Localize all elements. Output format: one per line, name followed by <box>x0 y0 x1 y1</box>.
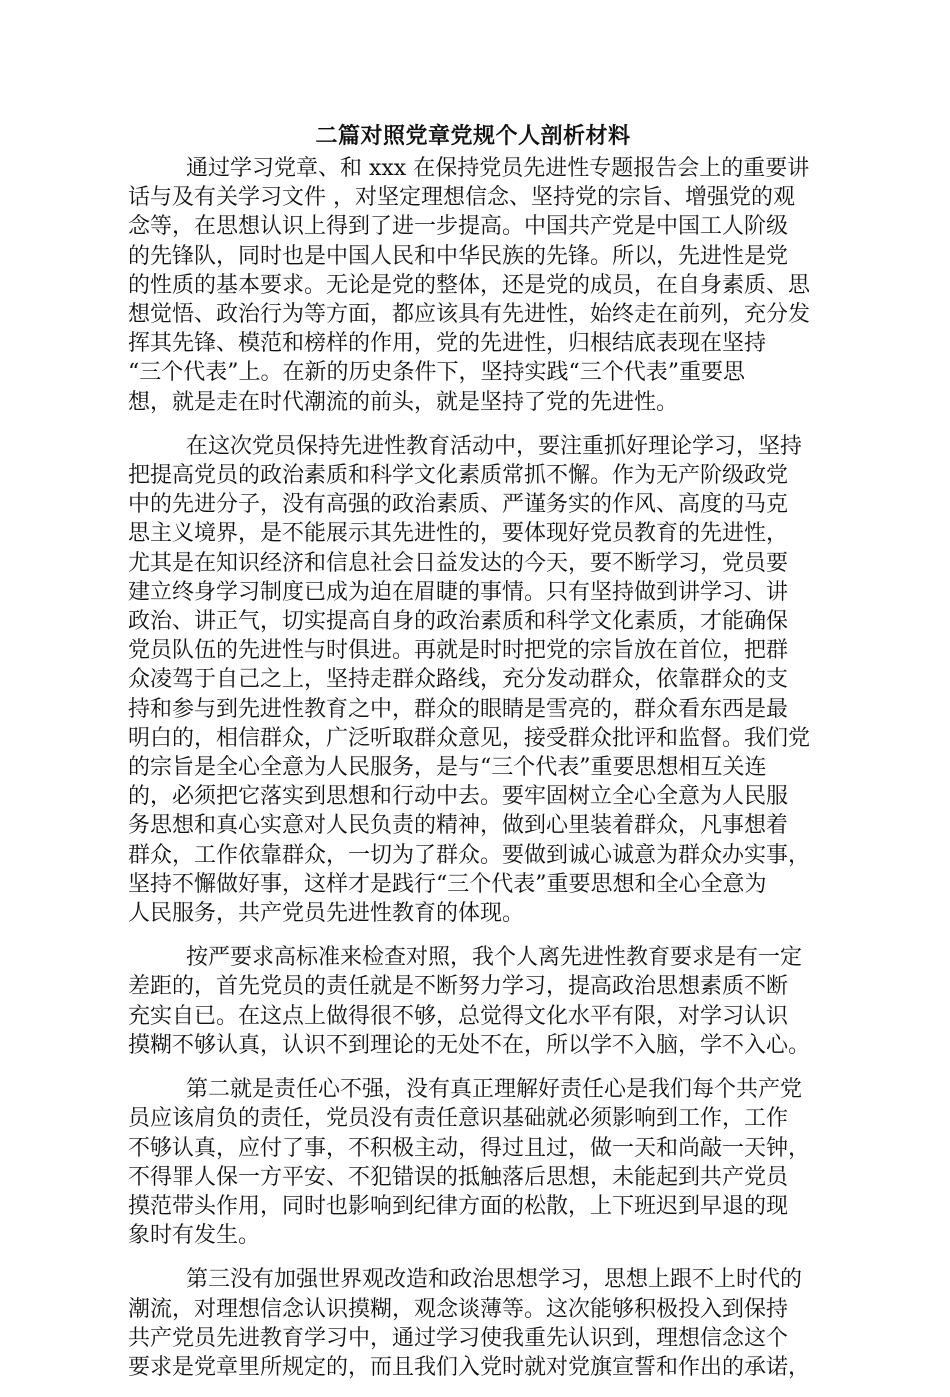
text-line: 话与及有关学习文件 ，对坚定理想信念、坚持党的宗旨、增强党的观 <box>128 185 795 211</box>
text-line: 政治、讲正气，切实提高自身的政治素质和科学文化素质，才能确保 <box>128 609 789 635</box>
text-line: 挥其先锋、模范和榜样的作用，党的先进性，归根结底表现在坚持 <box>128 331 767 357</box>
paragraph-1 <box>128 154 818 417</box>
document-body <box>128 154 818 1382</box>
text-line: 通过学习党章、和 xxx 在保持党员先进性专题报告会上的重要讲 <box>186 156 810 181</box>
text-line: 持和参与到先进性教育之中，群众的眼睛是雪亮的，群众看东西是最 <box>128 696 789 722</box>
paragraph-2 <box>128 432 818 928</box>
text-line: 员应该肩负的责任，党员没有责任意识基础就必须影响到工作，工作 <box>128 1106 789 1132</box>
text-line: 充实自已。在这点上做得很不够，总觉得文化水平有限，对学习认识 <box>128 1003 789 1029</box>
text-line: 尤其是在知识经济和信息社会日益发达的今天，要不断学习，党员要 <box>128 550 789 576</box>
text-line: 象时有发生。 <box>128 1223 261 1249</box>
text-line: 人民服务，共产党员先进性教育的体现。 <box>128 901 525 927</box>
text-line: 要求是党章里所规定的，而且我们入党时就对党旗宣誓和作出的承诺， <box>128 1354 811 1380</box>
text-line: 建立终身学习制度已成为迫在眉睫的事情。只有坚持做到讲学习、讲 <box>128 579 789 605</box>
text-line: 共产党员先进教育学习中，通过学习使我重先认识到，理想信念这个 <box>128 1325 789 1351</box>
text-line: 的先锋队，同时也是中国人民和中华民族的先锋。所以，先进性是党 <box>128 243 789 269</box>
text-line: 坚持不懈做好事，这样才是践行“三个代表”重要思想和全心全意为 <box>128 871 767 897</box>
text-line: 按严要求高标准来检查对照，我个人离先进性教育要求是有一定 <box>186 945 803 971</box>
text-line: 的性质的基本要求。无论是党的整体，还是党的成员，在自身素质、思 <box>128 272 811 298</box>
text-line: 在这次党员保持先进性教育活动中，要注重抓好理论学习，坚持 <box>186 433 803 459</box>
text-line: 不得罪人保一方平安、不犯错误的抵触落后思想，未能起到共产党员 <box>128 1164 789 1190</box>
text-line: 的宗旨是全心全意为人民服务，是与“三个代表”重要思想相互关连 <box>128 755 767 781</box>
text-line: 群众，工作依靠群众，一切为了群众。要做到诚心诚意为群众办实事， <box>128 842 811 868</box>
text-line: “三个代表”上。在新的历史条件下，坚持实践“三个代表”重要思 <box>128 360 745 386</box>
paragraph-3 <box>128 943 818 1060</box>
text-line: 中的先进分子，没有高强的政治素质、严谨务实的作风、高度的马克 <box>128 492 789 518</box>
text-line: 摸糊不够认真，认识不到理论的无处不在，所以学不入脑，学不入心。 <box>128 1032 811 1058</box>
text-line: 想，就是走在时代潮流的前头，就是坚持了党的先进性。 <box>128 389 679 415</box>
text-line: 把提高党员的政治素质和科学文化素质常抓不懈。作为无产阶级政党 <box>128 463 789 489</box>
text-line: 念等，在思想认识上得到了进一步提高。中国共产党是中国工人阶级 <box>128 214 789 240</box>
text-line: 第二就是责任心不强，没有真正理解好责任心是我们每个共产党 <box>186 1077 803 1103</box>
text-line: 差距的，首先党员的责任就是不断努力学习，提高政治思想素质不断 <box>128 974 789 1000</box>
text-line: 党员队伍的先进性与时俱进。再就是时时把党的宗旨放在首位，把群 <box>128 638 789 664</box>
document-page <box>128 118 818 1397</box>
paragraph-4 <box>128 1075 818 1250</box>
text-line: 众凌驾于自己之上，坚持走群众路线，充分发动群众，依靠群众的支 <box>128 667 789 693</box>
text-line: 摸范带头作用，同时也影响到纪律方面的松散，上下班迟到早退的现 <box>128 1193 789 1219</box>
paragraph-5 <box>128 1265 818 1382</box>
text-line: 第三没有加强世界观改造和政治思想学习，思想上跟不上时代的 <box>186 1267 803 1293</box>
text-line: 务思想和真心实意对人民负责的精神，做到心里装着群众，凡事想着 <box>128 813 789 839</box>
text-line: 不够认真，应付了事，不积极主动，得过且过，做一天和尚敲一天钟， <box>128 1135 811 1161</box>
text-line: 的，必须把它落实到思想和行动中去。要牢固树立全心全意为人民服 <box>128 784 789 810</box>
text-line: 想觉悟、政治行为等方面，都应该具有先进性，始终走在前列，充分发 <box>128 302 811 328</box>
text-line: 潮流，对理想信念认识摸糊，观念谈薄等。这次能够积极投入到保持 <box>128 1296 789 1322</box>
text-line: 思主义境界，是不能展示其先进性的，要体现好党员教育的先进性， <box>128 521 789 547</box>
text-line: 明白的，相信群众，广泛听取群众意见，接受群众批评和监督。我们党 <box>128 725 811 751</box>
document-title: 二篇对照党章党规个人剖析材料 <box>315 123 631 149</box>
